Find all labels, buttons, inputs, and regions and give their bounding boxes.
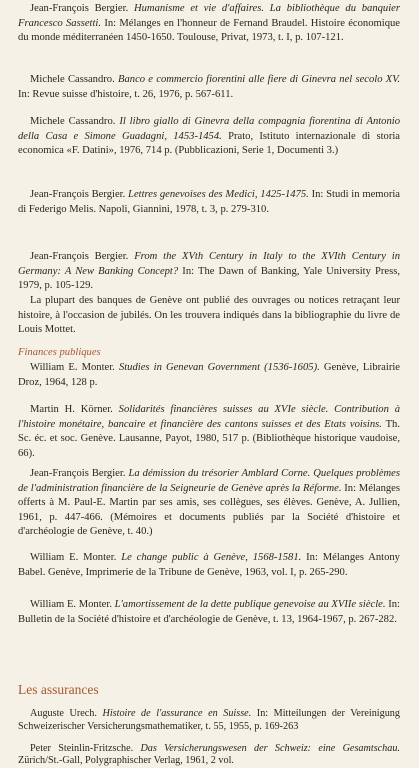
bib-entry: Jean-François Bergier. Humanisme et vie d'affaires. La bibliothèque du banquier Francesco Sassetti. In: Mélanges en l'honneur de Fernand Braudel. Histoire économique du monde méditerranéen 1450-1650. Toulouse, Privat, 1973, t. I, p. 107-121. [18, 3, 401, 44]
bib-entry: Jean-François Bergier. From the XVth Century in Italy to the XVIth Century in Germany: A New Banking Concept? In: The Dawn of Banking, Yale University Press, 1979, p. 105-129. [18, 251, 400, 292]
bib-entry: Auguste Urech. Histoire de l'assurance en Suisse. In: Mitteilungen der Vereinigung Schweizerischer Versicherungsmathematiker, t. 55, 1955, p. 169-263 [18, 708, 400, 733]
bib-entry: William E. Monter. L'amortissement de la dette publique genevoise au XVIIe siècle. In: Bulletin de la Société d'histoire et d'archéologie de Genève, t. 13, 1964-1967, p. 267-282. [18, 599, 400, 625]
bib-entry: Michele Cassandro. Banco e commercio fiorentini alle fiere di Ginevra nel secolo XV. In: Revue suisse d'histoire, t. 26, 1976, p. 567-611. [18, 74, 401, 100]
bib-entry: Jean-François Bergier. Lettres genevoises des Medici, 1425-1475. In: Studi in memoria di Federigo Melis. Napoli, Giannini, 1978, t. 3, p. 279-310. [18, 189, 400, 215]
bib-entry: Michele Cassandro. Il libro giallo di Ginevra della compagnia fiorentina di Antonio della Casa e Simone Guadagni, 1453-1454. Prato, Istituto internazionale di storia economica «F. Datini», 1976, 714 p. (Pubblicazioni, Serie 1, Documenti 3.) [18, 116, 401, 157]
bib-entry: William E. Monter. Le change public à Genève, 1568-1581. In: Mélanges Antony Babel. Genève, Imprimerie de la Tribune de Genève, 1963, vol. I, p. 265-290. [18, 552, 400, 578]
section-heading-assurances: Les assurances [18, 682, 99, 697]
bib-entry: Martin H. Körner. Solidarités financières suisses au XVIe siècle. Contribution à l'histoire monétaire, bancaire et financière des cantons suisses et des Etats voisins. Th. Sc. éc. et soc. Genève. Lausanne, Payot, 1980, 517 p. (Bibliothèque historique vaudoise, 66). [18, 404, 400, 459]
bib-entry: Peter Steinlin-Fritzsche. Das Versicherungswesen der Schweiz: eine Gesamtschau. Zürich/St.-Gall, Polygraphischer Verlag, 1961, 2 vol. [18, 743, 401, 767]
bib-entry: William E. Monter. Studies in Genevan Government (1536-1605). Genève, Librairie Droz, 1964, 128 p. [18, 362, 400, 388]
section-heading-finances: Finances publiques [18, 347, 101, 358]
intro-paragraph: La plupart des banques de Genève ont publié des ouvrages ou notices retraçant leur histoire, à l'occasion de jubilés. On les trouvera indiqués dans la bibliographie du livre de Louis Mottet. [18, 295, 400, 336]
bib-entry: Jean-François Bergier. La démission du trésorier Amblard Corne. Quelques problèmes de l'administration financière de la Seigneurie de Genève après la Réforme. In: Mélanges offerts à M. Paul-E. Martin par ses amis, ses collègues, ses élèves. Genève, A. Jullien, 1961, p. 447-466. (Mémoires et documents publiés par la Société d'histoire et d'archéologie de Genève, t. 40.) [18, 468, 401, 538]
